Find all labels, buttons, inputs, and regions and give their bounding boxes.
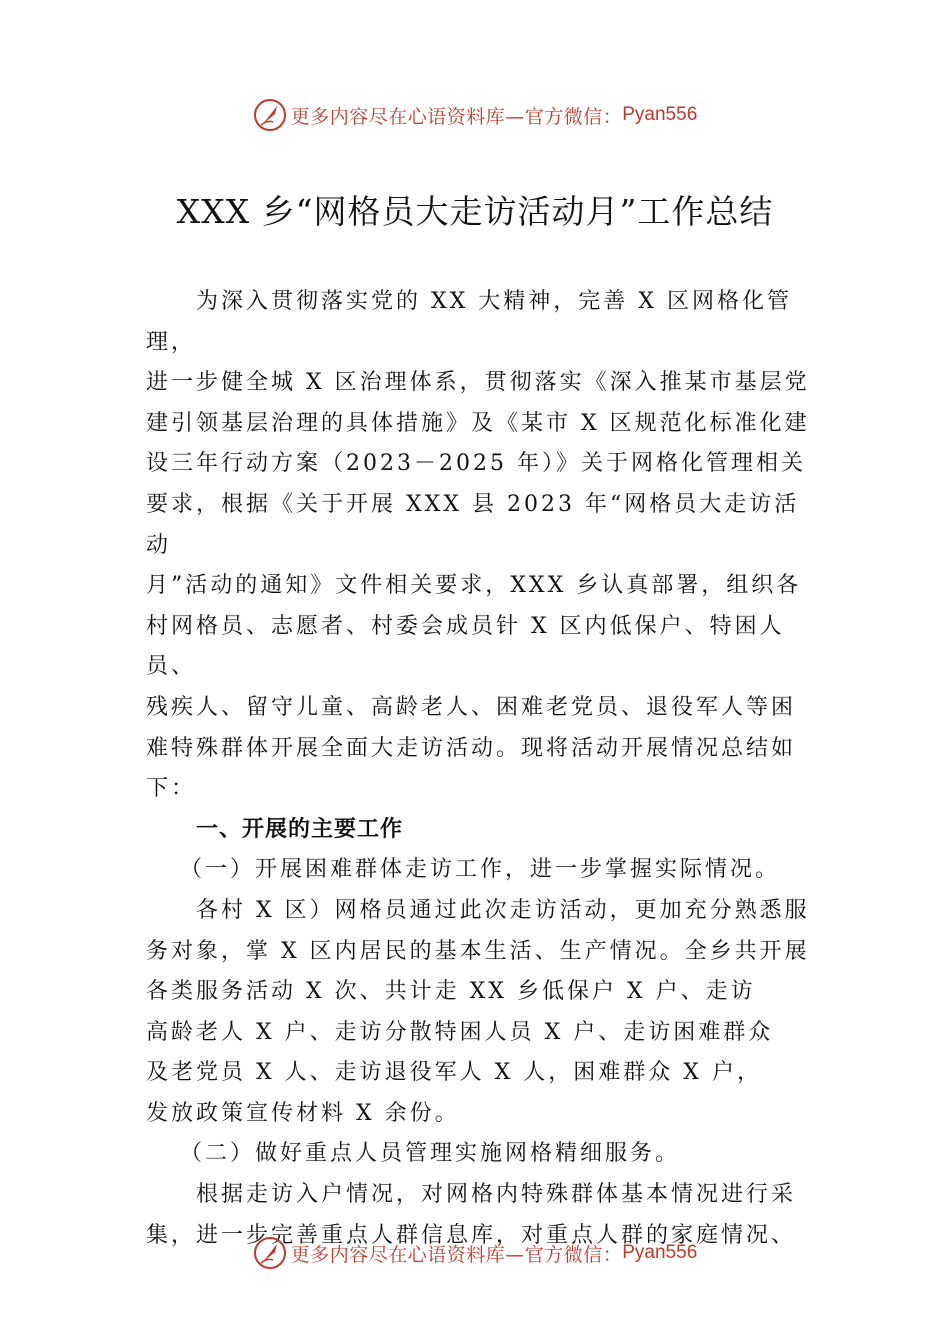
body-line: 各类服务活动 X 次、共计走 XX 乡低保户 X 户、走访: [146, 979, 756, 1005]
document-body: [146, 282, 810, 1256]
subsection-heading: （二）做好重点人员管理实施网格精细服务。: [180, 1141, 681, 1167]
body-line: 各村 X 区）网格员通过此次走访活动，更加充分熟悉服: [196, 897, 810, 923]
watermark-text: 更多内容尽在心语资料库—官方微信：: [290, 1243, 623, 1266]
watermark-account: Pyan556: [622, 1242, 698, 1263]
intro-line: 为深入贯彻落实党的 XX 大精神，完善 X 区网格化管理，: [146, 289, 792, 355]
quill-logo-icon: [253, 1236, 287, 1270]
section-heading: 一、开展的主要工作: [196, 816, 404, 842]
intro-line: 月”活动的通知》文件相关要求，XXX 乡认真部署，组织各: [146, 573, 802, 599]
intro-line: 建引领基层治理的具体措施》及《某市 X 区规范化标准化建: [146, 410, 810, 436]
intro-line: 设三年行动方案（2023－2025 年）》关于网格化管理相关: [146, 451, 806, 477]
body-line: 发放政策宣传材料 X 余份。: [146, 1100, 460, 1126]
subsection-heading: （一）开展困难群体走访工作，进一步掌握实际情况。: [180, 857, 781, 883]
document-title: XXX 乡“网格员大走访活动月”工作总结: [176, 192, 774, 231]
body-line: 根据走访入户情况，对网格内特殊群体基本情况进行采: [196, 1182, 797, 1208]
body-line: 及老党员 X 人、走访退役军人 X 人，困难群众 X 户，: [146, 1060, 762, 1086]
quill-logo-icon: [253, 98, 287, 132]
header-watermark: [0, 95, 950, 135]
body-line: 务对象，掌 X 区内居民的基本生活、生产情况。全乡共开展: [146, 938, 810, 964]
intro-line: 难特殊群体开展全面大走访活动。现将活动开展情况总结如: [146, 735, 797, 761]
intro-line: 村网格员、志愿者、村委会成员针 X 区内低保户、特困人员、: [146, 613, 785, 680]
intro-line: 要求，根据《关于开展 XXX 县 2023 年“网格员大走访活动: [146, 491, 800, 558]
watermark-account: Pyan556: [622, 104, 698, 125]
footer-watermark: [0, 1233, 950, 1273]
intro-line: 残疾人、留守儿童、高龄老人、困难老党员、退役军人等困: [146, 694, 797, 720]
body-line: 高龄老人 X 户、走访分散特困人员 X 户、走访困难群众: [146, 1019, 774, 1045]
body-line: 集，进一步完善重点人群信息库，对重点人群的家庭情况、: [146, 1222, 797, 1248]
intro-line: 下：: [146, 776, 197, 802]
intro-line: 进一步健全城 X 区治理体系，贯彻落实《深入推某市基层党: [146, 370, 810, 396]
watermark-text: 更多内容尽在心语资料库—官方微信：: [290, 105, 623, 128]
